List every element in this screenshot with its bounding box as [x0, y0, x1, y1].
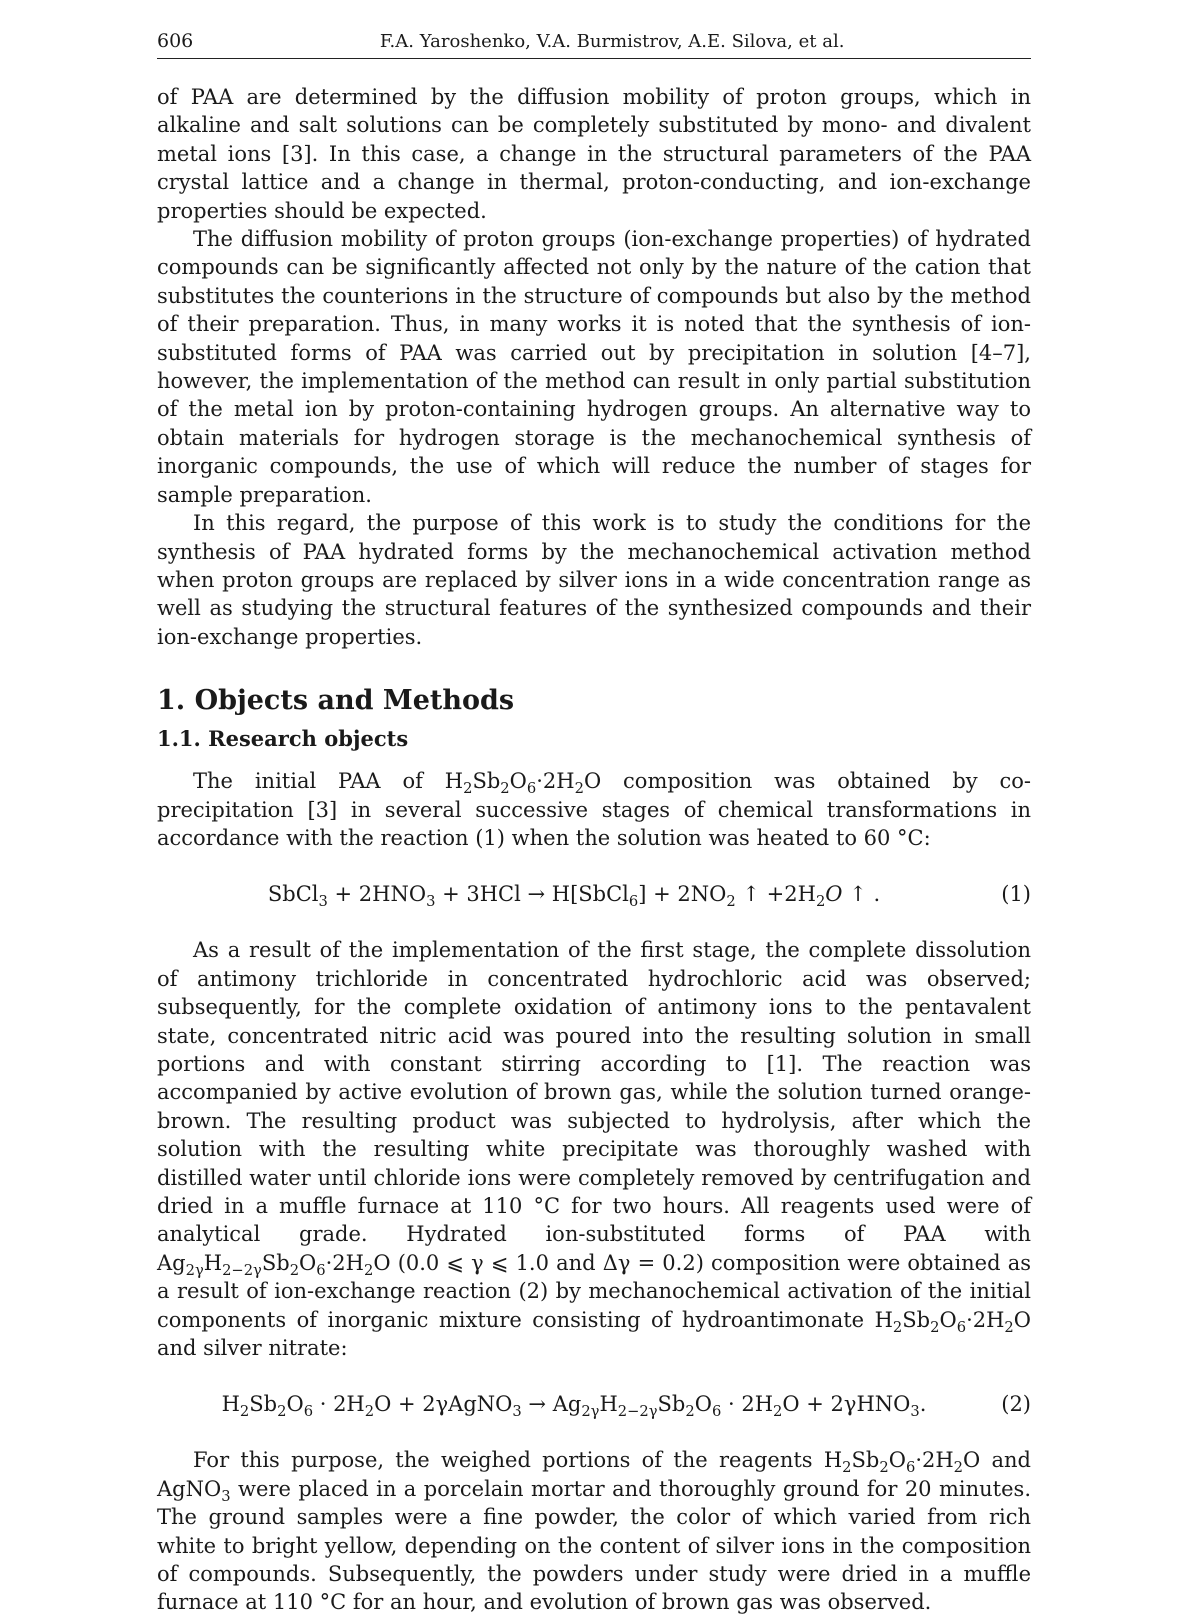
paragraph-3: In this regard, the purpose of this work is to study the conditions for the synthesis of PAA hydrated forms by the mechanochemical activation method when proton groups are replaced by silver ions in a wide concentration range as well as studying the structural features of the synthesized compounds and their ion-exchange properties.: [157, 509, 1031, 651]
running-header-authors: F.A. Yaroshenko, V.A. Burmistrov, A.E. Silova, et al.: [193, 31, 1031, 52]
equation-1: [157, 882, 1031, 906]
subsection-title: 1.1. Research objects: [157, 726, 1031, 751]
equation-2-number: (2): [991, 1392, 1031, 1416]
paragraph-4: The initial PAA of H2Sb2O6·2H2O composition was obtained by co-precipitation [3] in several successive stages of chemical transformations in accordance with the reaction (1) when the solution was heated to 60 °C:: [157, 767, 1031, 852]
paragraph-6: For this purpose, the weighed portions of the reagents H2Sb2O6·2H2O and AgNO3 were placed in a porcelain mortar and thoroughly ground for 20 minutes. The ground samples were a fine powder, the color of which varied from rich white to bright yellow, depending on the content of silver ions in the composition of compounds. Subsequently, the powders under study were dried in a muffle furnace at 110 °C for an hour, and evolution of brown gas was observed.: [157, 1446, 1031, 1616]
paragraph-2: The diffusion mobility of proton groups (ion-exchange properties) of hydrated compounds can be significantly affected not only by the nature of the cation that substitutes the counterions in the structure of compounds but also by the method of their preparation. Thus, in many works it is noted that the synthesis of ion-substituted forms of PAA was carried out by precipitation in solution [4–7], however, the implementation of the method can result in only partial substitution of the metal ion by proton-containing hydrogen groups. An alternative way to obtain materials for hydrogen storage is the mechanochemical synthesis of inorganic compounds, the use of which will reduce the number of stages for sample preparation.: [157, 225, 1031, 509]
equation-2: [157, 1392, 1031, 1416]
page-number: 606: [157, 30, 193, 52]
paragraph-5: As a result of the implementation of the first stage, the complete dissolution of antimony trichloride in concentrated hydrochloric acid was observed; subsequently, for the complete oxidation of antimony ions to the pentavalent state, concentrated nitric acid was poured into the resulting solution in small portions and with constant stirring according to [1]. The reaction was accompanied by active evolution of brown gas, while the solution turned orange-brown. The resulting product was subjected to hydrolysis, after which the solution with the resulting white precipitate was thoroughly washed with distilled water until chloride ions were completely removed by centrifugation and dried in a muffle furnace at 110 °C for two hours. All reagents used were of analytical grade. Hydrated ion-substituted forms of PAA with Ag2γH2−2γSb2O6·2H2O (0.0 ⩽ γ ⩽ 1.0 and Δγ = 0.2) composition were obtained as a result of ion-exchange reaction (2) by mechanochemical activation of the initial components of inorganic mixture consisting of hydroantimonate H2Sb2O6·2H2O and silver nitrate:: [157, 936, 1031, 1362]
equation-1-number: (1): [991, 882, 1031, 906]
paper-page: [157, 30, 1031, 1617]
running-header: [157, 30, 1031, 59]
equation-2-body: H2Sb2O6 · 2H2O + 2γAgNO3 → Ag2γH2−2γSb2O6 · 2H2O + 2γHNO3.: [157, 1392, 991, 1416]
equation-1-body: SbCl3 + 2HNO3 + 3HCl → H[SbCl6] + 2NO2 ↑ +2H2O ↑ .: [157, 882, 991, 906]
paragraph-1: of PAA are determined by the diffusion mobility of proton groups, which in alkaline and salt solutions can be completely substituted by mono- and divalent metal ions [3]. In this case, a change in the structural parameters of the PAA crystal lattice and a change in thermal, proton-conducting, and ion-exchange properties should be expected.: [157, 83, 1031, 225]
section-title: 1. Objects and Methods: [157, 685, 1031, 716]
